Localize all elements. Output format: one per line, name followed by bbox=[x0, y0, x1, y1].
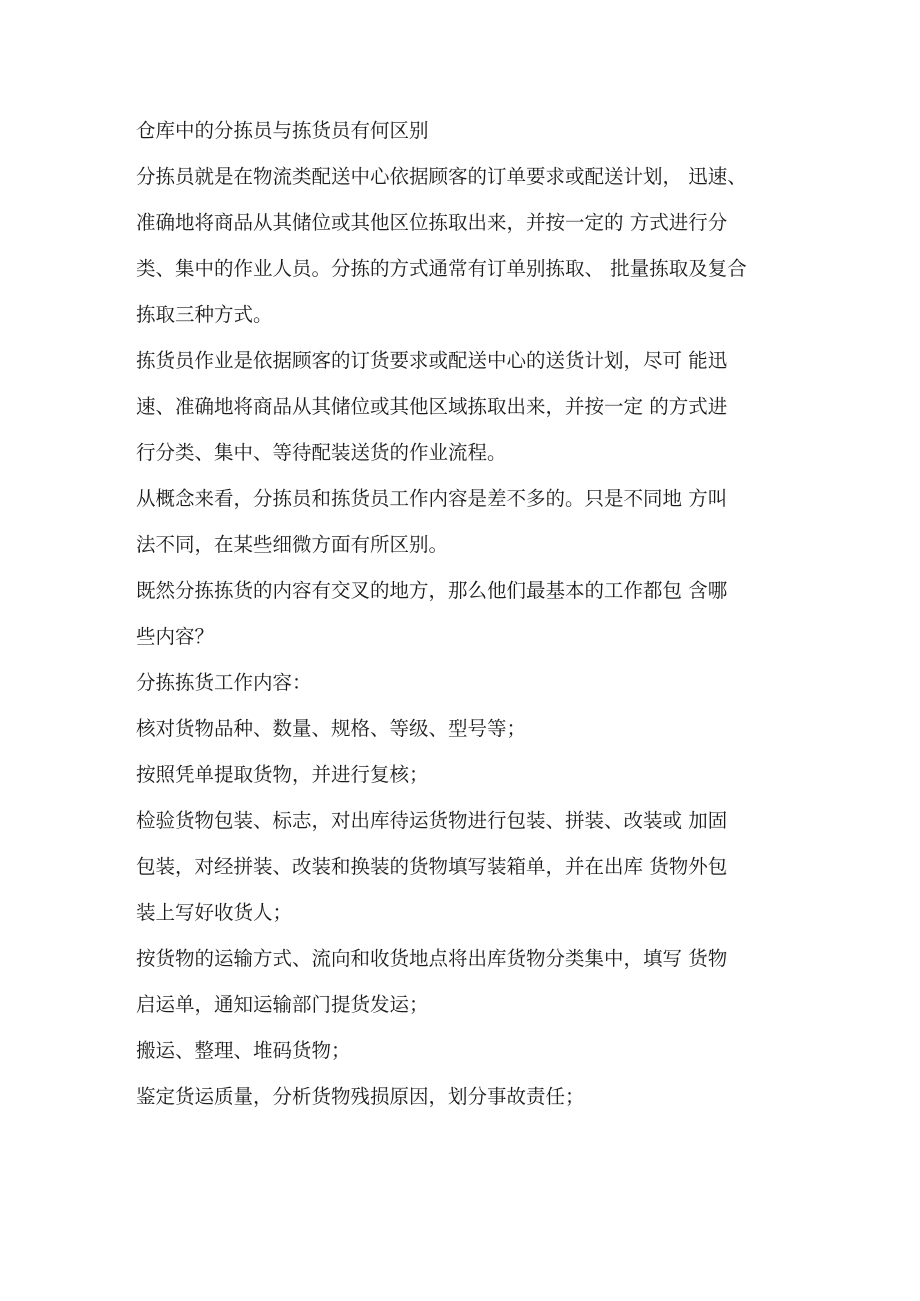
paragraph bbox=[136, 706, 796, 752]
text-line: 准确地将商品从其储位或其他区位拣取出来，并按一定的 方式进行分 bbox=[136, 211, 728, 234]
text-line: 搬运、整理、堆码货物； bbox=[136, 1039, 351, 1062]
text-line: 按货物的运输方式、流向和收货地点将出库货物分类集中，填写 货物 bbox=[136, 947, 728, 970]
paragraph bbox=[136, 338, 796, 476]
text-line: 检验货物包装、标志，对出库待运货物进行包装、拼装、改装或 加固 bbox=[136, 809, 728, 832]
document-body bbox=[136, 108, 796, 1120]
text-line: 启运单，通知运输部门提货发运； bbox=[136, 993, 429, 1016]
text-line: 核对货物品种、数量、规格、等级、型号等； bbox=[136, 717, 527, 740]
text-line: 分拣员就是在物流类配送中心依据顾客的订单要求或配送计划， 迅速、 bbox=[136, 165, 747, 188]
paragraph bbox=[136, 568, 796, 660]
paragraph bbox=[136, 154, 796, 338]
text-line: 行分类、集中、等待配装送货的作业流程。 bbox=[136, 441, 507, 464]
text-line: 仓库中的分拣员与拣货员有何区别 bbox=[136, 119, 429, 142]
paragraph bbox=[136, 660, 796, 706]
paragraph bbox=[136, 936, 796, 1028]
paragraph bbox=[136, 1074, 796, 1120]
paragraph bbox=[136, 1028, 796, 1074]
text-line: 包装，对经拼装、改装和换装的货物填写装箱单，并在出库 货物外包 bbox=[136, 855, 728, 878]
text-line: 法不同，在某些细微方面有所区别。 bbox=[136, 533, 449, 556]
text-line: 装上写好收货人； bbox=[136, 901, 293, 924]
text-line: 鉴定货运质量，分析货物残损原因，划分事故责任； bbox=[136, 1085, 585, 1108]
text-line: 些内容？ bbox=[136, 625, 215, 648]
text-line: 速、准确地将商品从其储位或其他区域拣取出来，并按一定 的方式进 bbox=[136, 395, 728, 418]
text-line: 拣取三种方式。 bbox=[136, 303, 273, 326]
text-line: 按照凭单提取货物，并进行复核； bbox=[136, 763, 429, 786]
text-line: 既然分拣拣货的内容有交叉的地方，那么他们最基本的工作都包 含哪 bbox=[136, 579, 728, 602]
text-line: 分拣拣货工作内容： bbox=[136, 671, 312, 694]
text-line: 拣货员作业是依据顾客的订货要求或配送中心的送货计划，尽可 能迅 bbox=[136, 349, 728, 372]
paragraph bbox=[136, 798, 796, 936]
text-line: 类、集中的作业人员。分拣的方式通常有订单别拣取、 批量拣取及复合 bbox=[136, 257, 747, 280]
document-title bbox=[136, 108, 796, 154]
text-line: 从概念来看，分拣员和拣货员工作内容是差不多的。只是不同地 方叫 bbox=[136, 487, 728, 510]
paragraph bbox=[136, 752, 796, 798]
paragraph bbox=[136, 476, 796, 568]
